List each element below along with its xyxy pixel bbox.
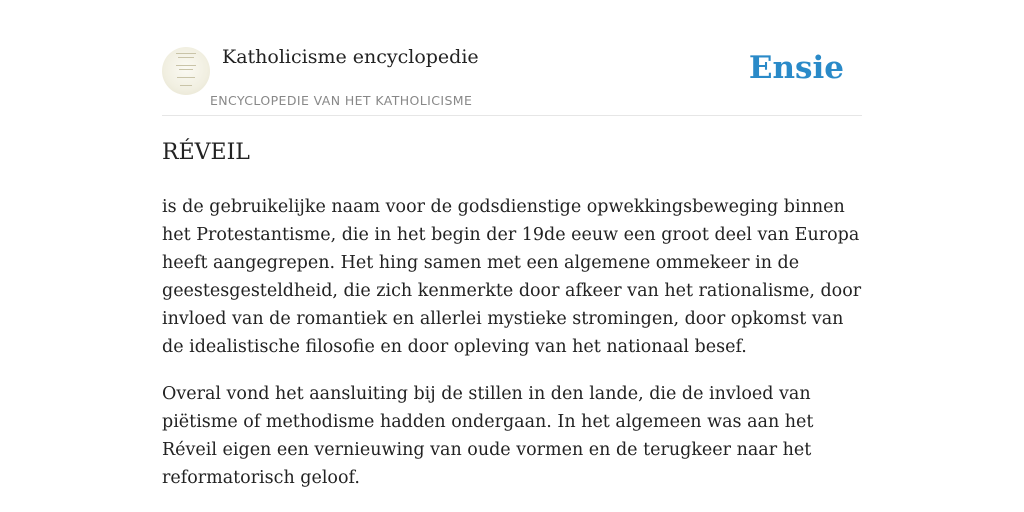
brand-logo[interactable]: Ensie (748, 50, 844, 86)
header (162, 44, 862, 116)
entry-title: RÉVEIL (162, 140, 250, 165)
entry-paragraph: is de gebruikelijke naam voor de godsdienstige opwekkingsbeweging binnen het Protestantisme, die in het begin der 19de eeuw een groot deel van Europa heeft aangegrepen. Het hing samen met een algemene ommekeer in de geestesgesteldheid, die zich kenmerkte door afkeer van het rationalisme, door invloed van de romantiek en allerlei mystieke stromingen, door opkomst van de idealistische filosofie en door opleving van het nationaal besef. (162, 197, 862, 357)
entry-paragraph: Overal vond het aansluiting bij de stillen in den lande, die de invloed van piëtisme of methodisme hadden ondergaan. In het algemeen was aan het Réveil eigen een vernieuwing van oude vormen en de terugkeer naar het reformatorisch geloof. (162, 384, 814, 488)
book-subtitle[interactable]: ENCYCLOPEDIE VAN HET KATHOLICISME (210, 93, 473, 108)
book-title[interactable]: Katholicisme encyclopedie (222, 46, 479, 68)
book-cover-icon[interactable] (162, 47, 210, 95)
entry-body (162, 193, 862, 511)
